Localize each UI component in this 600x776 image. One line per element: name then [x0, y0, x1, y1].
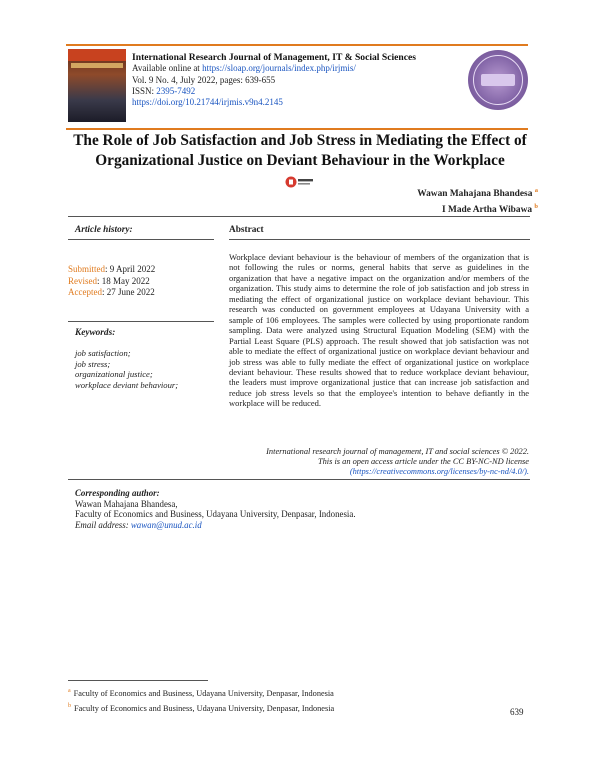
- footnote-b: $^b$ Faculty of Economics and Business, Udayana University, Denpasar, Indonesia: [68, 702, 335, 713]
- keywords-list: [75, 348, 178, 390]
- issn-line: ISSN: 2395-7492: [132, 85, 196, 96]
- footnote-a: $^a$ Faculty of Economics and Business, Udayana University, Denpasar, Indonesia: [68, 688, 334, 698]
- author-2: I Made Artha Wibawa $^b$: [442, 202, 538, 215]
- volume-line: Vol. 9 No. 4, July 2022, pages: 639-655: [132, 74, 276, 85]
- keywords-rule: [68, 321, 214, 322]
- license-note: [229, 447, 529, 478]
- corresponding-affiliation: Faculty of Economics and Business, Udayana University, Denpasar, Indonesia.: [75, 509, 356, 520]
- email-line: Email address: wawan@unud.ac.id: [75, 519, 202, 530]
- corresponding-rule: [68, 479, 530, 480]
- keywords-heading: Keywords:: [75, 328, 116, 338]
- license-link[interactable]: (https://creativecommons.org/licenses/by-nc-nd/4.0/).: [349, 467, 529, 477]
- keyword-item: organizational justice;: [75, 369, 153, 379]
- accepted-date: Accepted: 27 June 2022: [68, 287, 155, 298]
- abstract-heading: Abstract: [229, 225, 264, 235]
- journal-title: International Research Journal of Management, IT & Social Sciences: [132, 52, 416, 63]
- abstract-text: Workplace deviant behaviour is the behaviour of members of the organization that is not following the rules or norms, general habits that serve as guidelines in the organization that have a negative impact on the organization and/or members of the organization. This study aims to determine the role of job satisfaction and job stress in mediating the effect of organizational justice on workplace deviant behaviour. This research was conducted on government employees at Udayana University with a sample of 106 employees. The samples were collected by using proportionate random sampling. Data were analyzed using Structural Equation Modeling (SEM) with the Partial Least Square (PLS) approach. The result showed that job satisfaction was not able to mediate the effect of organizational justice on workplace deviant behaviour and job stress was able to fully mediate the effect of organizational justice on workplace deviant behaviour. These results showed that to reduce workplace deviant behaviour, the leaders must improve organizational justice that can increase job satisfaction and reduce job stress levels so that the employee's intention to behave defiantly in the workplace will be reduced.: [229, 252, 529, 409]
- keyword-item: job stress;: [75, 358, 111, 369]
- email-link[interactable]: wawan@unud.ac.id: [130, 519, 202, 530]
- history-rule: [68, 239, 214, 240]
- top-rule: [68, 216, 530, 217]
- corresponding-heading: Corresponding author:: [75, 488, 160, 498]
- journal-cover-image: [68, 49, 126, 122]
- corresponding-name: Wawan Mahajana Bhandesa,: [75, 498, 178, 509]
- corresponding-author-block: [75, 488, 356, 530]
- publisher-seal-logo: [468, 50, 528, 110]
- copyright-line: International research journal of management, IT and social sciences © 2022.: [266, 447, 529, 456]
- page-number: 639: [510, 707, 524, 717]
- article-history-heading: Article history:: [75, 225, 133, 235]
- revised-date: Revised: 18 May 2022: [68, 275, 150, 286]
- license-line: This is an open access article under the CC BY-NC-ND license: [317, 457, 529, 467]
- author-list: [300, 185, 538, 216]
- abstract-rule: [229, 239, 530, 240]
- article-dates: [68, 264, 155, 299]
- available-online-line: Available online at https://sloap.org/journals/index.php/irjmis/: [132, 63, 356, 74]
- journal-url-link[interactable]: https://sloap.org/journals/index.php/irjmis/: [202, 63, 356, 74]
- keyword-item: job satisfaction;: [75, 348, 131, 358]
- footnotes: [68, 685, 334, 715]
- footnote-rule: [68, 680, 208, 681]
- issn-link[interactable]: 2395-7492: [156, 85, 196, 96]
- paper-title: The Role of Job Satisfaction and Job Stress in Mediating the Effect of Organizational Justice on Deviant Behaviour in the Workplace: [73, 132, 527, 169]
- author-1: Wawan Mahajana Bhandesa $^a$: [417, 187, 538, 200]
- keyword-item: workplace deviant behaviour;: [75, 379, 179, 390]
- doi-link[interactable]: https://doi.org/10.21744/irjmis.v9n4.2145: [132, 97, 283, 108]
- journal-info: [132, 52, 462, 108]
- submitted-date: Submitted: 9 April 2022: [68, 264, 156, 274]
